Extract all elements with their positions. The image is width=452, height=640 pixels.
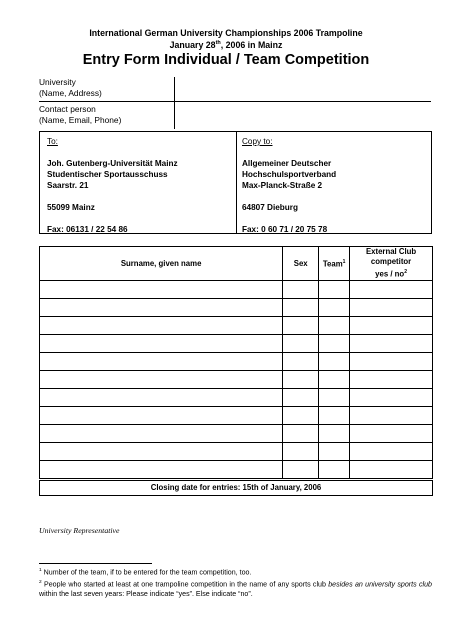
name-cell[interactable] [40,370,283,388]
footnote-ref: 2 [404,269,407,275]
name-cell[interactable] [40,388,283,406]
external-cell[interactable] [350,334,433,352]
external-cell[interactable] [350,424,433,442]
address-divider [236,131,237,234]
column-header-sex: Sex [283,247,319,281]
name-cell[interactable] [40,316,283,334]
external-cell[interactable] [350,352,433,370]
sex-cell[interactable] [283,460,319,478]
to-fax: Fax: 06131 / 22 54 86 [47,225,128,234]
copy-line: Hochschulsportverband [242,170,337,179]
field-separator [174,77,175,129]
table-row [40,280,433,298]
sex-cell[interactable] [283,298,319,316]
contact-label [39,104,121,126]
name-cell[interactable] [40,442,283,460]
copy-line: Allgemeiner Deutscher [242,159,332,168]
team-cell[interactable] [319,460,350,478]
footnote-1 [39,566,432,577]
sex-cell[interactable] [283,388,319,406]
university-label [39,77,102,99]
spacer-cell [319,280,350,298]
table-header-row [40,247,433,281]
team-cell[interactable] [319,388,350,406]
divider [39,101,431,102]
copy-city: 64807 Dieburg [242,203,298,212]
external-cell[interactable] [350,316,433,334]
to-city: 55099 Mainz [47,203,95,212]
external-cell[interactable] [350,460,433,478]
team-cell[interactable] [319,334,350,352]
team-cell[interactable] [319,316,350,334]
spacer-cell [283,280,319,298]
name-cell[interactable] [40,424,283,442]
column-header-external [350,247,433,281]
table-row [40,298,433,316]
spacer-cell [350,280,433,298]
to-line: Studentischer Sportausschuss [47,170,168,179]
footnote-emphasis: besides an university sports club [328,580,432,589]
footnote-text: People who started at least at one trampoline competition in the name of any sports club [41,580,329,589]
footnote-mark: 2 [39,580,42,585]
event-location: , 2006 in Mainz [220,40,283,50]
table-row [40,406,433,424]
date-suffix: th [215,40,221,47]
name-cell[interactable] [40,298,283,316]
external-cell[interactable] [350,442,433,460]
sex-cell[interactable] [283,406,319,424]
form-title: Entry Form Individual / Team Competition [82,52,370,68]
sex-cell[interactable] [283,316,319,334]
to-heading: To: [47,137,58,146]
sex-cell[interactable] [283,352,319,370]
university-label-hint: (Name, Address) [39,88,102,98]
entries-table [39,246,433,479]
championship-heading: International German University Championships 2006 Trampoline [89,28,363,38]
table-row [40,352,433,370]
sex-cell[interactable] [283,424,319,442]
closing-date: Closing date for entries: 15th of January, 2006 [39,480,433,496]
event-date-line [0,40,452,50]
sex-cell[interactable] [283,442,319,460]
column-header-team [319,247,350,281]
table-row [40,442,433,460]
footnote-text: within the last seven years: Please indicate “yes”. Else indicate “no”. [39,590,253,599]
event-date: January 28 [169,40,216,50]
external-line: External Club [365,247,417,256]
team-cell[interactable] [319,442,350,460]
contact-label-hint: (Name, Email, Phone) [39,115,122,125]
to-line: Saarstr. 21 [47,181,89,190]
name-cell[interactable] [40,352,283,370]
external-cell[interactable] [350,298,433,316]
to-line: Joh. Gutenberg-Universität Mainz [47,159,178,168]
table-row [40,334,433,352]
spacer-cell [40,280,283,298]
yes-no-label: yes / no [375,269,405,279]
external-line: competitor [370,257,412,266]
column-header-name: Surname, given name [40,247,283,281]
copy-fax: Fax: 0 60 71 / 20 75 78 [242,225,328,234]
external-cell[interactable] [350,370,433,388]
name-cell[interactable] [40,406,283,424]
table-row [40,424,433,442]
external-cell[interactable] [350,406,433,424]
copy-line: Max-Planck-Straße 2 [242,181,323,190]
university-label-text: University [39,77,76,87]
team-cell[interactable] [319,406,350,424]
team-label: Team [322,259,343,269]
copy-heading: Copy to: [242,137,273,146]
contact-label-text: Contact person [39,104,96,114]
table-row [40,316,433,334]
contact-field[interactable] [176,104,431,126]
footnote-rule [39,563,152,564]
table-row [40,460,433,478]
address-copy [242,136,336,235]
team-cell[interactable] [319,298,350,316]
team-cell[interactable] [319,370,350,388]
university-representative-label: University Representative [39,526,120,535]
sex-cell[interactable] [283,370,319,388]
team-cell[interactable] [319,424,350,442]
external-cell[interactable] [350,388,433,406]
team-cell[interactable] [319,352,350,370]
footnote-text: Number of the team, if to be entered for the team competition, too. [41,568,252,577]
university-field[interactable] [176,78,431,100]
external-line [350,267,432,280]
address-to [47,136,178,235]
footnote-ref: 1 [342,258,346,265]
footnote-mark: 1 [39,568,42,573]
sex-cell[interactable] [283,334,319,352]
footnote-2 [39,578,432,599]
name-cell[interactable] [40,334,283,352]
table-row [40,388,433,406]
name-cell[interactable] [40,460,283,478]
table-row [40,370,433,388]
